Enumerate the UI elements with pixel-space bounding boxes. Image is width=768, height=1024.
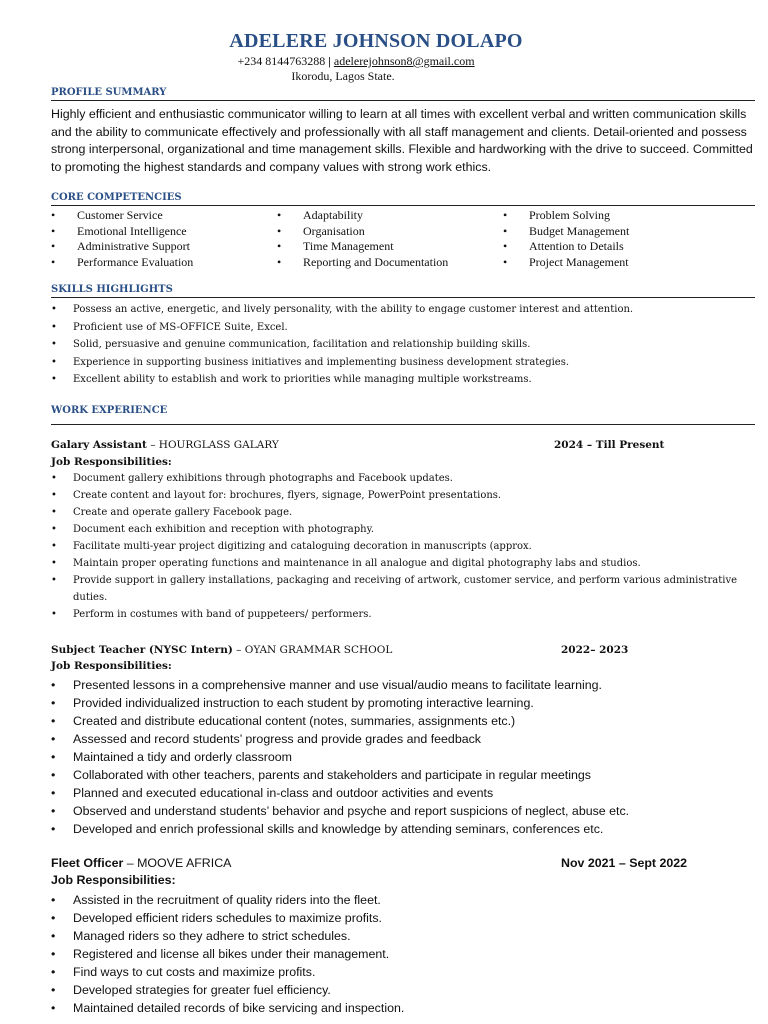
competency-item: • Emotional Intelligence (51, 224, 193, 240)
responsibility-item: • Assessed and record students’ progress and provide grades and feedback (51, 730, 755, 748)
job-title-1 (51, 439, 279, 451)
responsibility-item: • Find ways to cut costs and maximize profits. (51, 963, 755, 981)
job-dates-3: Nov 2021 – Sept 2022 (561, 856, 688, 870)
skill-item: • Experience in supporting business initiatives and implementing business development strategies. (51, 354, 755, 372)
job-company: – OYAN GRAMMAR SCHOOL (232, 644, 393, 656)
job-responsibilities-label: Job Responsibilities: (51, 873, 176, 887)
responsibility-item: • Provide support in gallery installations, packaging and receiving of artwork, customer service, and perform various administrative duties. (51, 572, 755, 606)
job-dates-2: 2022– 2023 (561, 644, 629, 656)
responsibility-item: • Presented lessons in a comprehensive manner and use visual/audio means to facilitate learning. (51, 676, 755, 694)
competency-item: • Budget Management (503, 224, 629, 240)
competency-item: • Attention to Details (503, 239, 629, 255)
section-heading-competencies: CORE COMPETENCIES (51, 192, 755, 206)
job-company: – MOOVE AFRICA (123, 856, 232, 870)
job-responsibilities-label: Job Responsibilities: (51, 660, 172, 672)
responsibility-item: • Maintain proper operating functions and maintenance in all analogue and digital photography labs and studios. (51, 555, 755, 572)
address: Ikorodu, Lagos State. (291, 69, 395, 83)
skill-item: • Solid, persuasive and genuine communication, facilitation and relationship building skills. (51, 336, 755, 354)
section-heading-profile: PROFILE SUMMARY (51, 87, 755, 101)
competency-item: • Administrative Support (51, 239, 193, 255)
responsibility-item: • Maintained detailed records of bike servicing and inspection. (51, 999, 755, 1017)
responsibility-item: • Maintained a tidy and orderly classroom (51, 748, 755, 766)
job-role: Fleet Officer (51, 856, 124, 870)
responsibility-item: • Developed and enrich professional skills and knowledge by attending seminars, conferences etc. (51, 820, 755, 838)
responsibility-item: • Planned and executed educational in-class and outdoor activities and events (51, 784, 755, 802)
responsibility-item: • Developed efficient riders schedules to maximize profits. (51, 909, 755, 927)
responsibility-item: • Document each exhibition and reception with photography. (51, 521, 755, 538)
responsibility-item: • Registered and license all bikes under their management. (51, 945, 755, 963)
competency-item: • Customer Service (51, 208, 193, 224)
phone-number: +234 8144763288 (237, 54, 326, 68)
job-1-responsibilities (51, 470, 755, 623)
job-3-responsibilities (51, 891, 755, 1017)
responsibility-item: • Collaborated with other teachers, parents and stakeholders and participate in regular meetings (51, 766, 755, 784)
profile-summary-text: Highly efficient and enthusiastic communicator willing to learn at all times with excellent verbal and written communication skills and the ability to communicate effectively and professionally with all staff management and clients. Detail-oriented and possess strong interpersonal, organizational and time management skills. Flexible and hardworking with the drive to succeed. Committed to promoting the highest standards and company values with strong work ethics. (51, 107, 753, 174)
skill-item: • Possess an active, energetic, and lively personality, with the ability to engage customer interest and attention. (51, 301, 755, 319)
job-dates-1: 2024 – Till Present (554, 439, 665, 451)
responsibility-item: • Create and operate gallery Facebook page. (51, 504, 755, 521)
competency-item: • Time Management (277, 239, 448, 255)
job-title-2 (51, 644, 392, 656)
skills-list (51, 301, 755, 389)
contact-separator: | (328, 54, 331, 68)
job-2-responsibilities (51, 676, 755, 838)
section-heading-experience: WORK EXPERIENCE (51, 405, 755, 425)
competency-item: • Project Management (503, 255, 629, 271)
responsibility-item: • Document gallery exhibitions through photographs and Facebook updates. (51, 470, 755, 487)
skill-item: • Proficient use of MS-OFFICE Suite, Excel. (51, 319, 755, 337)
job-role: Galary Assistant (51, 439, 147, 451)
job-company: – HOURGLASS GALARY (146, 439, 279, 451)
email-link[interactable]: adelerejohnson8@gmail.com (333, 54, 475, 68)
responsibility-item: • Managed riders so they adhere to strict schedules. (51, 927, 755, 945)
section-heading-skills: SKILLS HIGHLIGHTS (51, 284, 755, 298)
competency-item: • Problem Solving (503, 208, 629, 224)
contact-line (0, 54, 712, 69)
responsibility-item: • Observed and understand students’ behavior and psyche and report suspicions of neglect, abuse etc. (51, 802, 755, 820)
competency-item: • Performance Evaluation (51, 255, 193, 271)
responsibility-item: • Assisted in the recruitment of quality riders into the fleet. (51, 891, 755, 909)
candidate-name: ADELERE JOHNSON DOLAPO (229, 30, 523, 52)
responsibility-item: • Provided individualized instruction to each student by promoting interactive learning. (51, 694, 755, 712)
responsibility-item: • Perform in costumes with band of puppeteers/ performers. (51, 606, 755, 623)
competency-item: • Reporting and Documentation (277, 255, 448, 271)
responsibility-item: • Developed strategies for greater fuel efficiency. (51, 981, 755, 999)
competency-item: • Adaptability (277, 208, 448, 224)
competency-column-1 (51, 208, 193, 270)
job-title-3 (51, 856, 231, 870)
competency-item: • Organisation (277, 224, 448, 240)
competency-column-3 (503, 208, 629, 270)
responsibility-item: • Created and distribute educational content (notes, summaries, assignments etc.) (51, 712, 755, 730)
job-role: Subject Teacher (NYSC Intern) (51, 644, 233, 656)
responsibility-item: • Create content and layout for: brochures, flyers, signage, PowerPoint presentations. (51, 487, 755, 504)
skill-item: • Excellent ability to establish and work to priorities while managing multiple workstreams. (51, 371, 755, 389)
responsibility-item: • Facilitate multi-year project digitizing and cataloguing decoration in manuscripts (approx. (51, 538, 755, 555)
competency-column-2 (277, 208, 448, 270)
job-responsibilities-label: Job Responsibilities: (51, 456, 172, 468)
